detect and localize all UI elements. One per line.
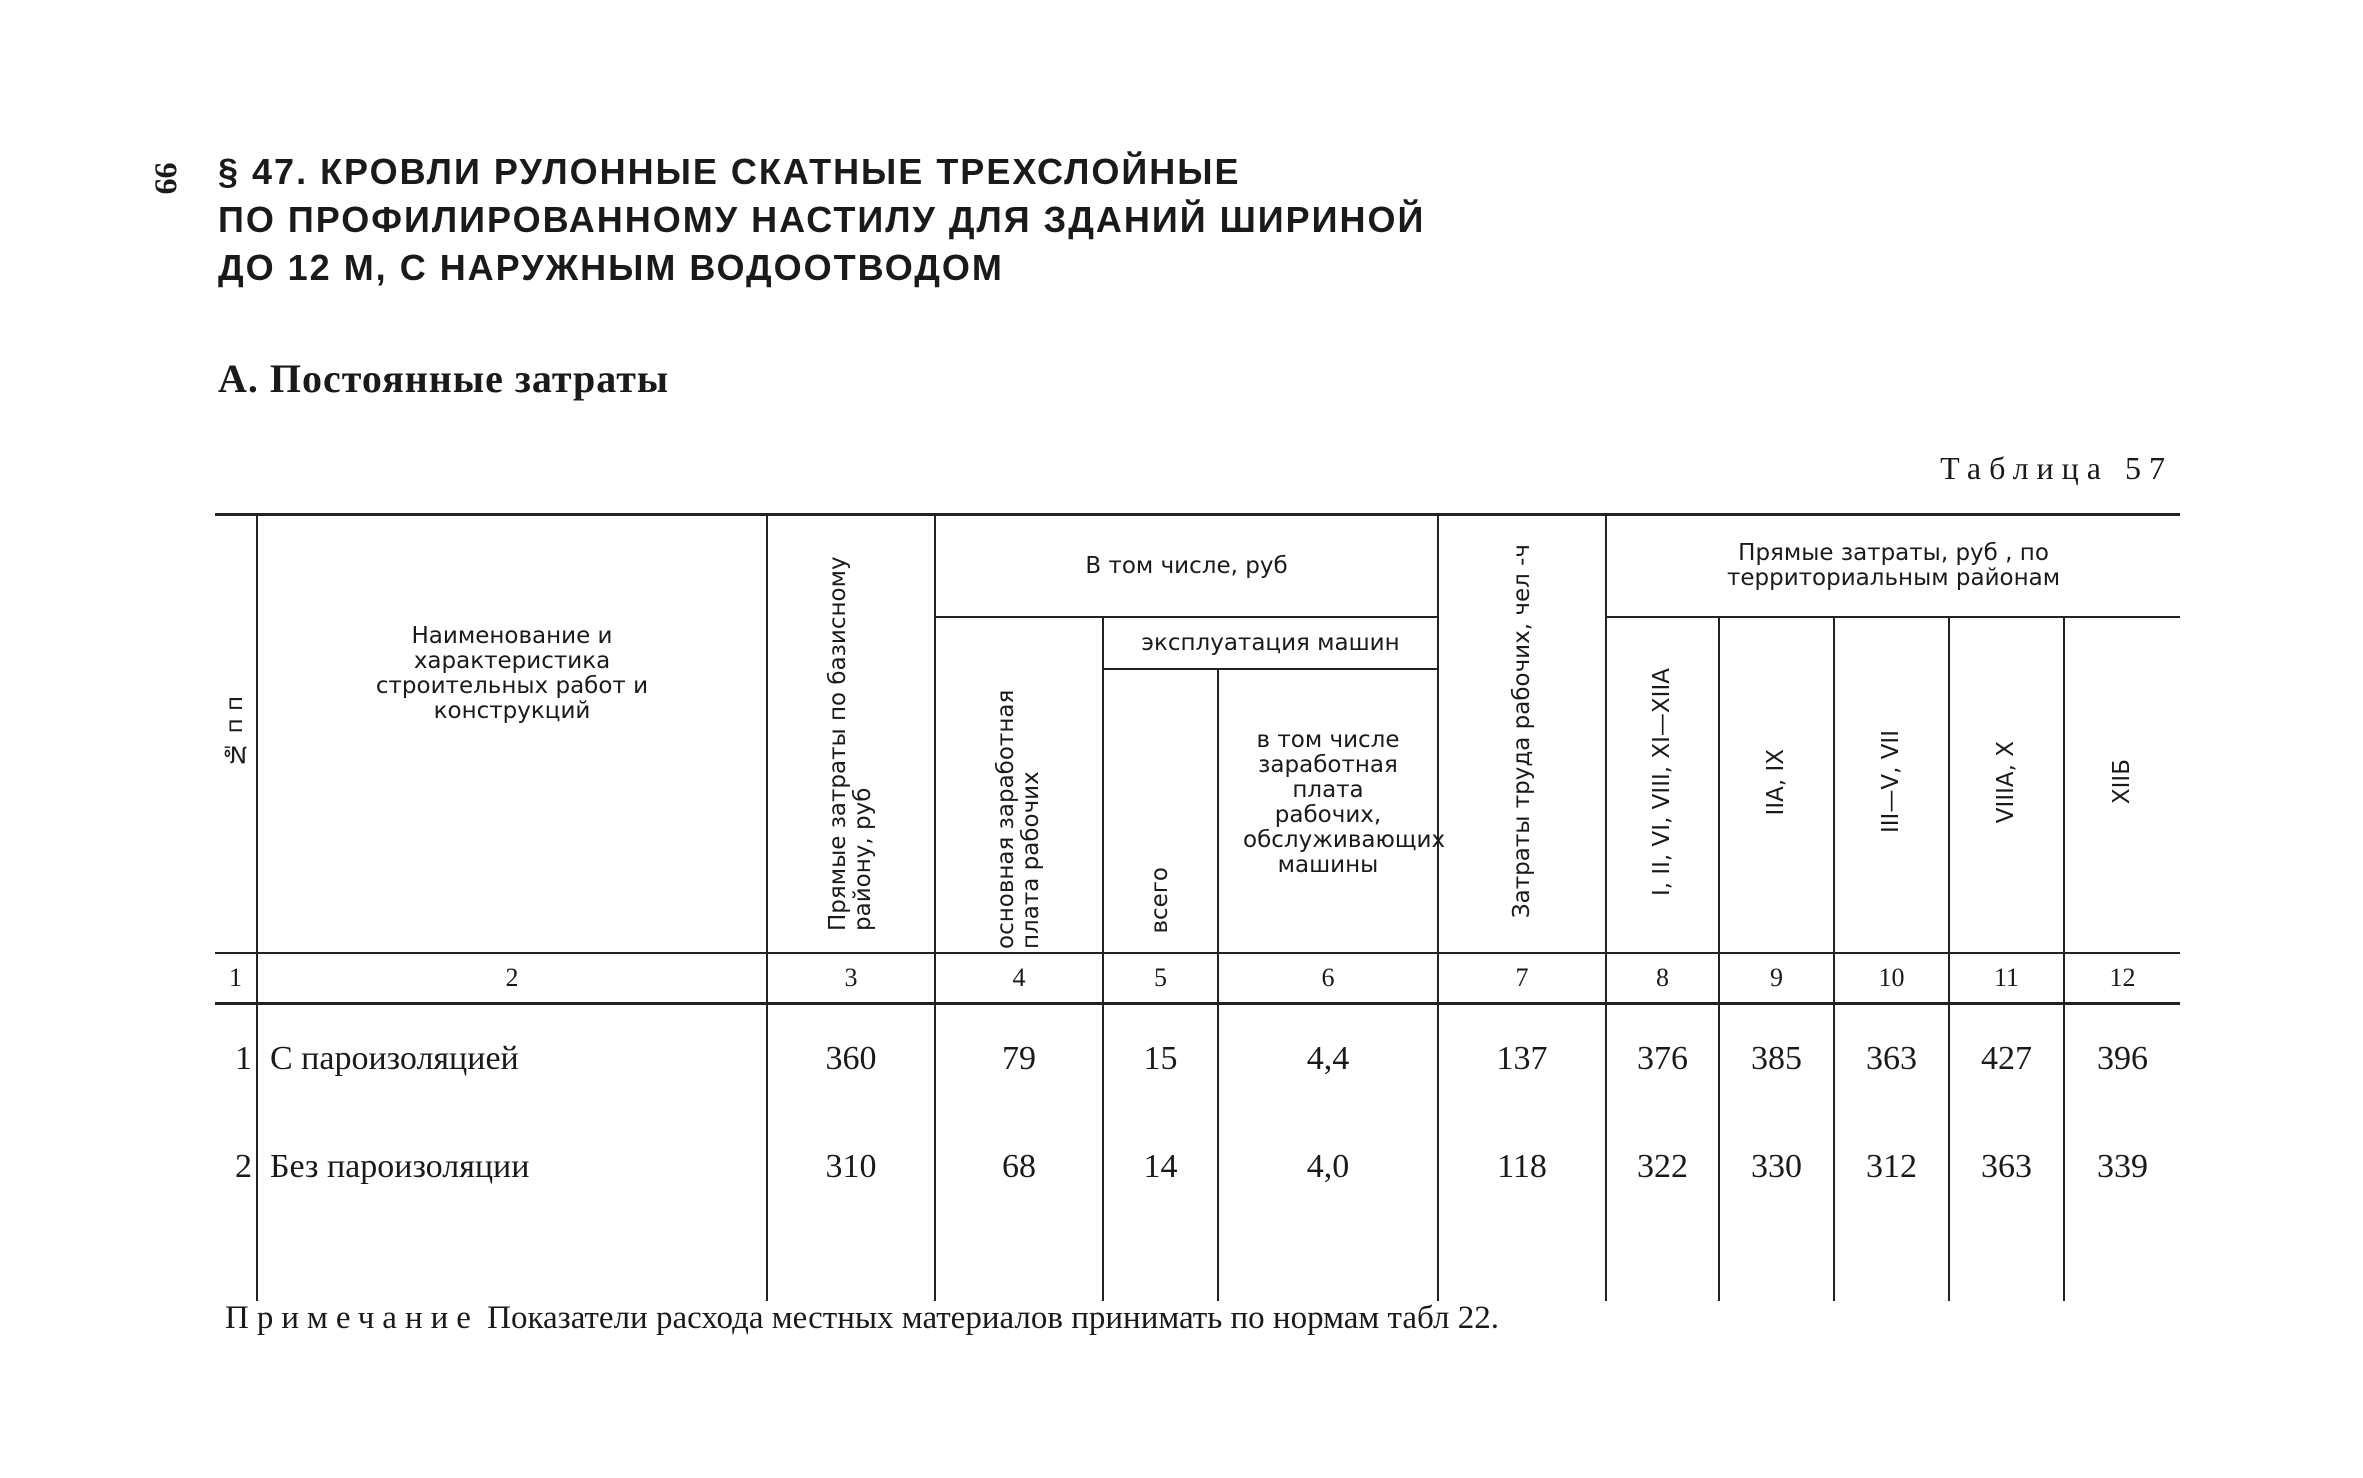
cell-region-3: 363 — [1834, 1004, 1949, 1114]
heading-line: § 47. КРОВЛИ РУЛОННЫЕ СКАТНЫЕ ТРЕХСЛОЙНЫЕ — [218, 151, 1241, 192]
column-number: 11 — [1949, 953, 2064, 1004]
header-region-3-label: III—V, VII — [1878, 730, 1904, 834]
header-region-4 — [1949, 617, 2064, 953]
column-number: 4 — [935, 953, 1103, 1004]
note-label: Примечание — [225, 1300, 479, 1336]
cell-region-3: 312 — [1834, 1113, 1949, 1221]
header-labor — [1438, 515, 1606, 954]
cell-region-4: 427 — [1949, 1004, 2064, 1114]
column-number: 3 — [767, 953, 935, 1004]
page-number: 99 — [148, 162, 185, 195]
header-including-label: В том числе, руб — [1085, 552, 1288, 579]
header-region-2 — [1719, 617, 1834, 953]
cell-region-4: 363 — [1949, 1113, 2064, 1221]
table-note — [225, 1300, 1499, 1337]
header-machine-wage — [1218, 669, 1446, 953]
header-region-1-label: I, II, VI, VIII, XI—XIIА — [1649, 667, 1675, 897]
column-number: 10 — [1834, 953, 1949, 1004]
cell-region-5: 339 — [2064, 1113, 2180, 1221]
header-name — [257, 515, 767, 954]
column-number: 2 — [257, 953, 767, 1004]
column-number-row — [215, 953, 2180, 1004]
header-machine-wage-label: в том числе заработная плата рабочих, обслуживающих машины — [1243, 727, 1446, 878]
header-regions-group — [1606, 515, 2180, 618]
header-labor-label: Затраты труда рабочих, чел -ч — [1508, 543, 1535, 919]
cell-machine-total: 15 — [1103, 1004, 1218, 1114]
header-region-3 — [1834, 617, 1949, 953]
header-region-4-label: VIIIА, X — [1993, 740, 2019, 824]
cell-region-1: 376 — [1606, 1004, 1719, 1114]
cell-base-wage: 79 — [935, 1004, 1103, 1114]
header-region-2-label: IIА, IX — [1763, 748, 1789, 816]
row-num: 1 — [215, 1004, 257, 1114]
row-name: С пароизоляцией — [257, 1004, 767, 1114]
table-row — [215, 1004, 2180, 1114]
column-number: 6 — [1218, 953, 1438, 1004]
column-number: 5 — [1103, 953, 1218, 1004]
header-base-wage — [935, 617, 1103, 953]
header-name-label: Наименование и характеристика строительных работ и конструкций — [375, 623, 649, 724]
header-num-label: № п п — [222, 695, 248, 767]
section-heading — [218, 148, 1425, 292]
heading-line: ПО ПРОФИЛИРОВАННОМУ НАСТИЛУ ДЛЯ ЗДАНИЙ ШИРИНОЙ — [218, 199, 1426, 240]
heading-line: ДО 12 М, С НАРУЖНЫМ ВОДООТВОДОМ — [218, 247, 1004, 288]
cell-region-5: 396 — [2064, 1004, 2180, 1114]
table-row — [215, 1113, 2180, 1221]
header-machine-label: эксплуатация машин — [1141, 629, 1400, 656]
cell-base-wage: 68 — [935, 1113, 1103, 1221]
column-number: 8 — [1606, 953, 1719, 1004]
cell-machine-wage: 4,4 — [1218, 1004, 1438, 1114]
cell-region-2: 385 — [1719, 1004, 1834, 1114]
cell-machine-total: 14 — [1103, 1113, 1218, 1221]
header-base-wage-label: основная заработная плата рабочих — [993, 689, 1044, 949]
cell-machine-wage: 4,0 — [1218, 1113, 1438, 1221]
cell-direct-cost: 310 — [767, 1113, 935, 1221]
cell-region-2: 330 — [1719, 1113, 1834, 1221]
header-including-group — [935, 515, 1438, 618]
header-num — [215, 515, 257, 954]
column-number: 7 — [1438, 953, 1606, 1004]
cell-region-1: 322 — [1606, 1113, 1719, 1221]
header-machine-total-label: всего — [1147, 867, 1173, 934]
header-region-5 — [2064, 617, 2180, 953]
header-regions-label: Прямые затраты, руб , по территориальным районам — [1726, 540, 2061, 591]
column-number: 1 — [215, 953, 257, 1004]
column-number: 12 — [2064, 953, 2180, 1004]
table-spacer-row — [215, 1221, 2180, 1301]
subheading: А. Постоянные затраты — [218, 356, 670, 401]
header-direct-cost — [767, 515, 935, 954]
row-num: 2 — [215, 1113, 257, 1221]
header-region-5-label: XIIБ — [2109, 759, 2136, 805]
column-number: 9 — [1719, 953, 1834, 1004]
header-region-1 — [1606, 617, 1719, 953]
cell-direct-cost: 360 — [767, 1004, 935, 1114]
cell-labor: 118 — [1438, 1113, 1606, 1221]
header-direct-cost-label: Прямые затраты по базисному району, руб — [825, 556, 876, 931]
header-machine-group — [1103, 617, 1438, 669]
cost-table-container — [215, 513, 2180, 1301]
header-machine-total — [1103, 669, 1218, 953]
cell-labor: 137 — [1438, 1004, 1606, 1114]
cost-table — [215, 513, 2180, 1301]
table-label: Таблица 57 — [1940, 450, 2173, 486]
note-text: Показатели расхода местных материалов принимать по нормам табл 22. — [487, 1300, 1499, 1336]
row-name: Без пароизоляции — [257, 1113, 767, 1221]
